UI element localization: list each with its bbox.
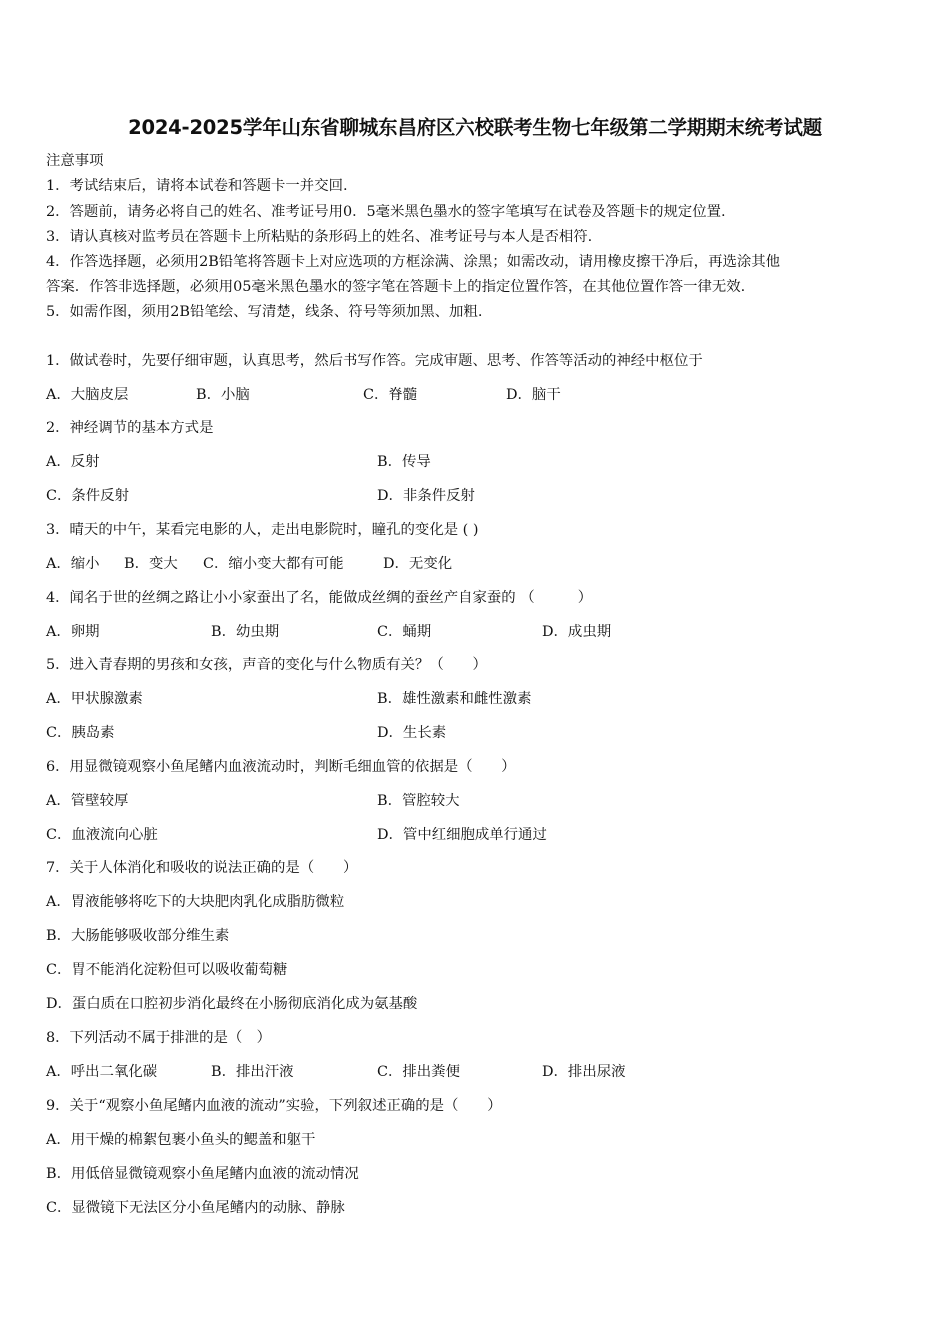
option-a: A．甲状腺激素 [46, 691, 143, 707]
option-c: C．缩小变大都有可能 [203, 556, 344, 572]
notice-heading: 注意事项 [46, 153, 104, 169]
question-stem: 8．下列活动不属于排泄的是（ ） [46, 1030, 272, 1046]
question-stem: 5．进入青春期的男孩和女孩，声音的变化与什么物质有关？（ ） [46, 657, 487, 673]
page-title: 2024-2025学年山东省聊城东昌府区六校联考生物七年级第二学期期末统考试题 [128, 116, 822, 139]
option-d: D．脑干 [506, 387, 561, 403]
question-stem: 7．关于人体消化和吸收的说法正确的是（ ） [46, 860, 358, 876]
option-b: B．排出汗液 [211, 1064, 294, 1080]
option-c: C．排出粪便 [377, 1064, 460, 1080]
option-d: D．排出尿液 [542, 1064, 626, 1080]
option-b: B．大肠能够吸收部分维生素 [46, 928, 230, 944]
option-d: D．无变化 [383, 556, 453, 572]
notice-item: 1．考试结束后，请将本试卷和答题卡一并交回. [46, 178, 348, 194]
option-d: D．成虫期 [542, 624, 612, 640]
option-b: B．雄性激素和雌性激素 [377, 691, 532, 707]
option-d: D．非条件反射 [377, 488, 475, 504]
notice-item: 答案．作答非选择题，必须用05毫米黑色墨水的签字笔在答题卡上的指定位置作答，在其他位置作答一律无效. [46, 279, 746, 295]
option-a: A．大脑皮层 [46, 387, 129, 403]
option-c: C．胃不能消化淀粉但可以吸收葡萄糖 [46, 962, 288, 978]
question-stem: 3．晴天的中午，某看完电影的人，走出电影院时，瞳孔的变化是 ( ) [46, 522, 479, 538]
notice-item: 4．作答选择题，必须用2B铅笔将答题卡上对应选项的方框涂满、涂黑；如需改动，请用橡皮擦干净后，再选涂其他 [46, 254, 781, 270]
notice-item: 5．如需作图，须用2B铅笔绘、写清楚，线条、符号等须加黑、加粗. [46, 304, 483, 320]
option-a: A．缩小 [46, 556, 100, 572]
question-stem: 9．关于“观察小鱼尾鳍内血液的流动”实验，下列叙述正确的是（ ） [46, 1098, 502, 1114]
option-c: C．血液流向心脏 [46, 827, 158, 843]
option-d: D．生长素 [377, 725, 447, 741]
option-c: C．胰岛素 [46, 725, 115, 741]
option-c: C．显微镜下无法区分小鱼尾鳍内的动脉、静脉 [46, 1200, 345, 1216]
option-c: C．脊髓 [363, 387, 418, 403]
question-stem: 4．闻名于世的丝绸之路让小小家蚕出了名，能做成丝绸的蚕丝产自家蚕的 （ ） [46, 590, 593, 606]
option-b: B．用低倍显微镜观察小鱼尾鳍内血液的流动情况 [46, 1166, 359, 1182]
option-d: D．管中红细胞成单行通过 [377, 827, 547, 843]
option-a: A．反射 [46, 454, 100, 470]
notice-item: 2．答题前，请务必将自己的姓名、准考证号用0．5毫米黑色墨水的签字笔填写在试卷及答题卡的规定位置. [46, 204, 726, 220]
option-a: A．用干燥的棉絮包裹小鱼头的鳃盖和躯干 [46, 1132, 316, 1148]
option-b: B．小脑 [196, 387, 250, 403]
option-a: A．呼出二氧化碳 [46, 1064, 158, 1080]
option-b: B．管腔较大 [377, 793, 460, 809]
option-a: A．卵期 [46, 624, 100, 640]
question-stem: 6．用显微镜观察小鱼尾鳍内血液流动时，判断毛细血管的依据是（ ） [46, 759, 516, 775]
option-d: D．蛋白质在口腔初步消化最终在小肠彻底消化成为氨基酸 [46, 996, 418, 1012]
option-b: B．幼虫期 [211, 624, 280, 640]
option-a: A．胃液能够将吃下的大块肥肉乳化成脂肪微粒 [46, 894, 345, 910]
option-b: B．变大 [124, 556, 178, 572]
question-stem: 2．神经调节的基本方式是 [46, 420, 214, 436]
option-c: C．蛹期 [377, 624, 432, 640]
option-a: A．管壁较厚 [46, 793, 129, 809]
question-stem: 1．做试卷时，先要仔细审题，认真思考，然后书写作答。完成审题、思考、作答等活动的神经中枢位于 [46, 353, 703, 369]
option-c: C．条件反射 [46, 488, 129, 504]
option-b: B．传导 [377, 454, 431, 470]
notice-item: 3．请认真核对监考员在答题卡上所粘贴的条形码上的姓名、准考证号与本人是否相符. [46, 229, 593, 245]
